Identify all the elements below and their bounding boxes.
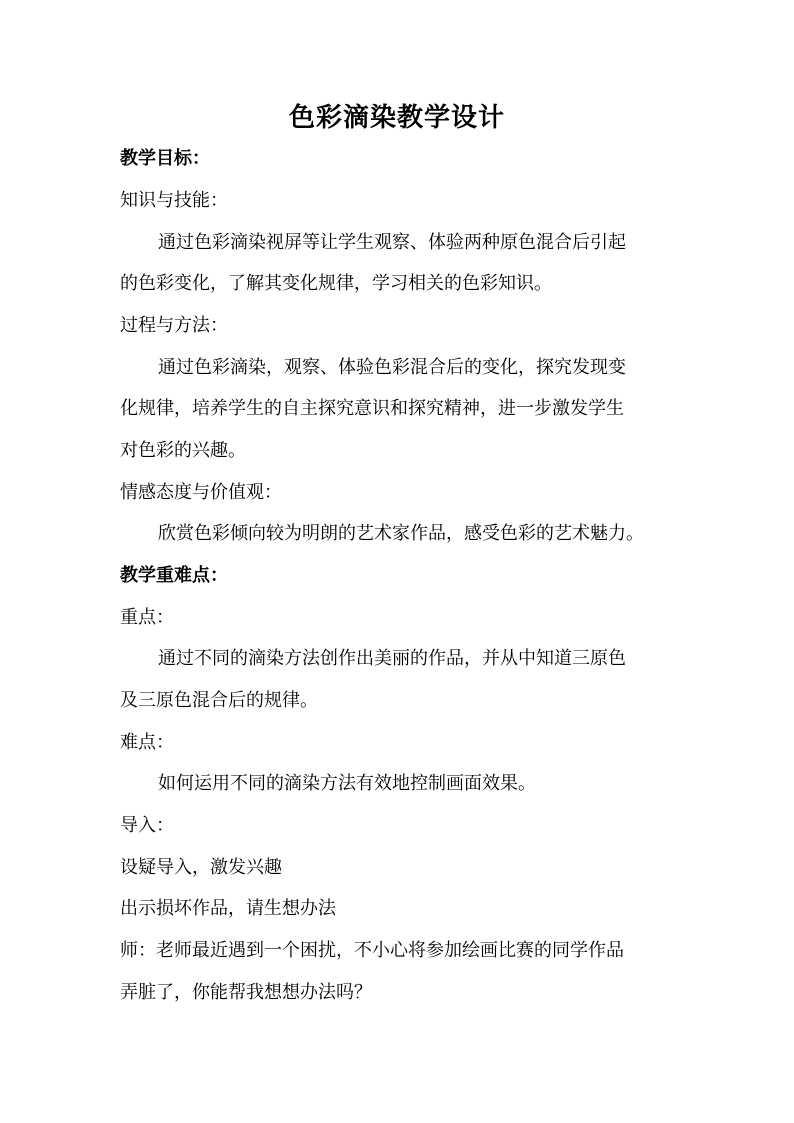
subheading-process-method: 过程与方法：	[120, 315, 228, 336]
document-title: 色彩滴染教学设计	[288, 103, 505, 133]
subheading-knowledge-skills: 知识与技能：	[120, 190, 228, 211]
heading-teaching-goals: 教学目标：	[120, 148, 210, 169]
paragraph-line: 出示损坏作品，请生想办法	[120, 898, 336, 919]
paragraph-line: 对色彩的兴趣。	[120, 440, 246, 461]
subheading-difficulty: 难点：	[120, 732, 174, 753]
paragraph-line: 的色彩变化，了解其变化规律，学习相关的色彩知识。	[120, 273, 552, 294]
paragraph-line: 师：老师最近遇到一个困扰，不小心将参加绘画比赛的同学作品	[120, 940, 624, 961]
paragraph-line: 弄脏了，你能帮我想想办法吗？	[120, 982, 372, 1003]
paragraph-line: 通过色彩滴染视屏等让学生观察、体验两种原色混合后引起	[158, 232, 626, 253]
paragraph-line: 欣赏色彩倾向较为明朗的艺术家作品，感受色彩的艺术魅力。	[158, 523, 644, 544]
paragraph-line: 及三原色混合后的规律。	[120, 690, 318, 711]
paragraph-line: 化规律，培养学生的自主探究意识和探究精神，进一步激发学生	[120, 398, 624, 419]
subheading-key-point: 重点：	[120, 607, 174, 628]
paragraph-line: 通过不同的滴染方法创作出美丽的作品，并从中知道三原色	[158, 648, 626, 669]
heading-key-difficulties: 教学重难点：	[120, 565, 228, 586]
paragraph-line: 如何运用不同的滴染方法有效地控制画面效果。	[158, 773, 536, 794]
paragraph-line: 通过色彩滴染，观察、体验色彩混合后的变化，探究发现变	[158, 357, 626, 378]
subheading-introduction: 导入：	[120, 815, 174, 836]
subheading-emotion-values: 情感态度与价值观：	[120, 482, 282, 503]
paragraph-line: 设疑导入，激发兴趣	[120, 857, 282, 878]
